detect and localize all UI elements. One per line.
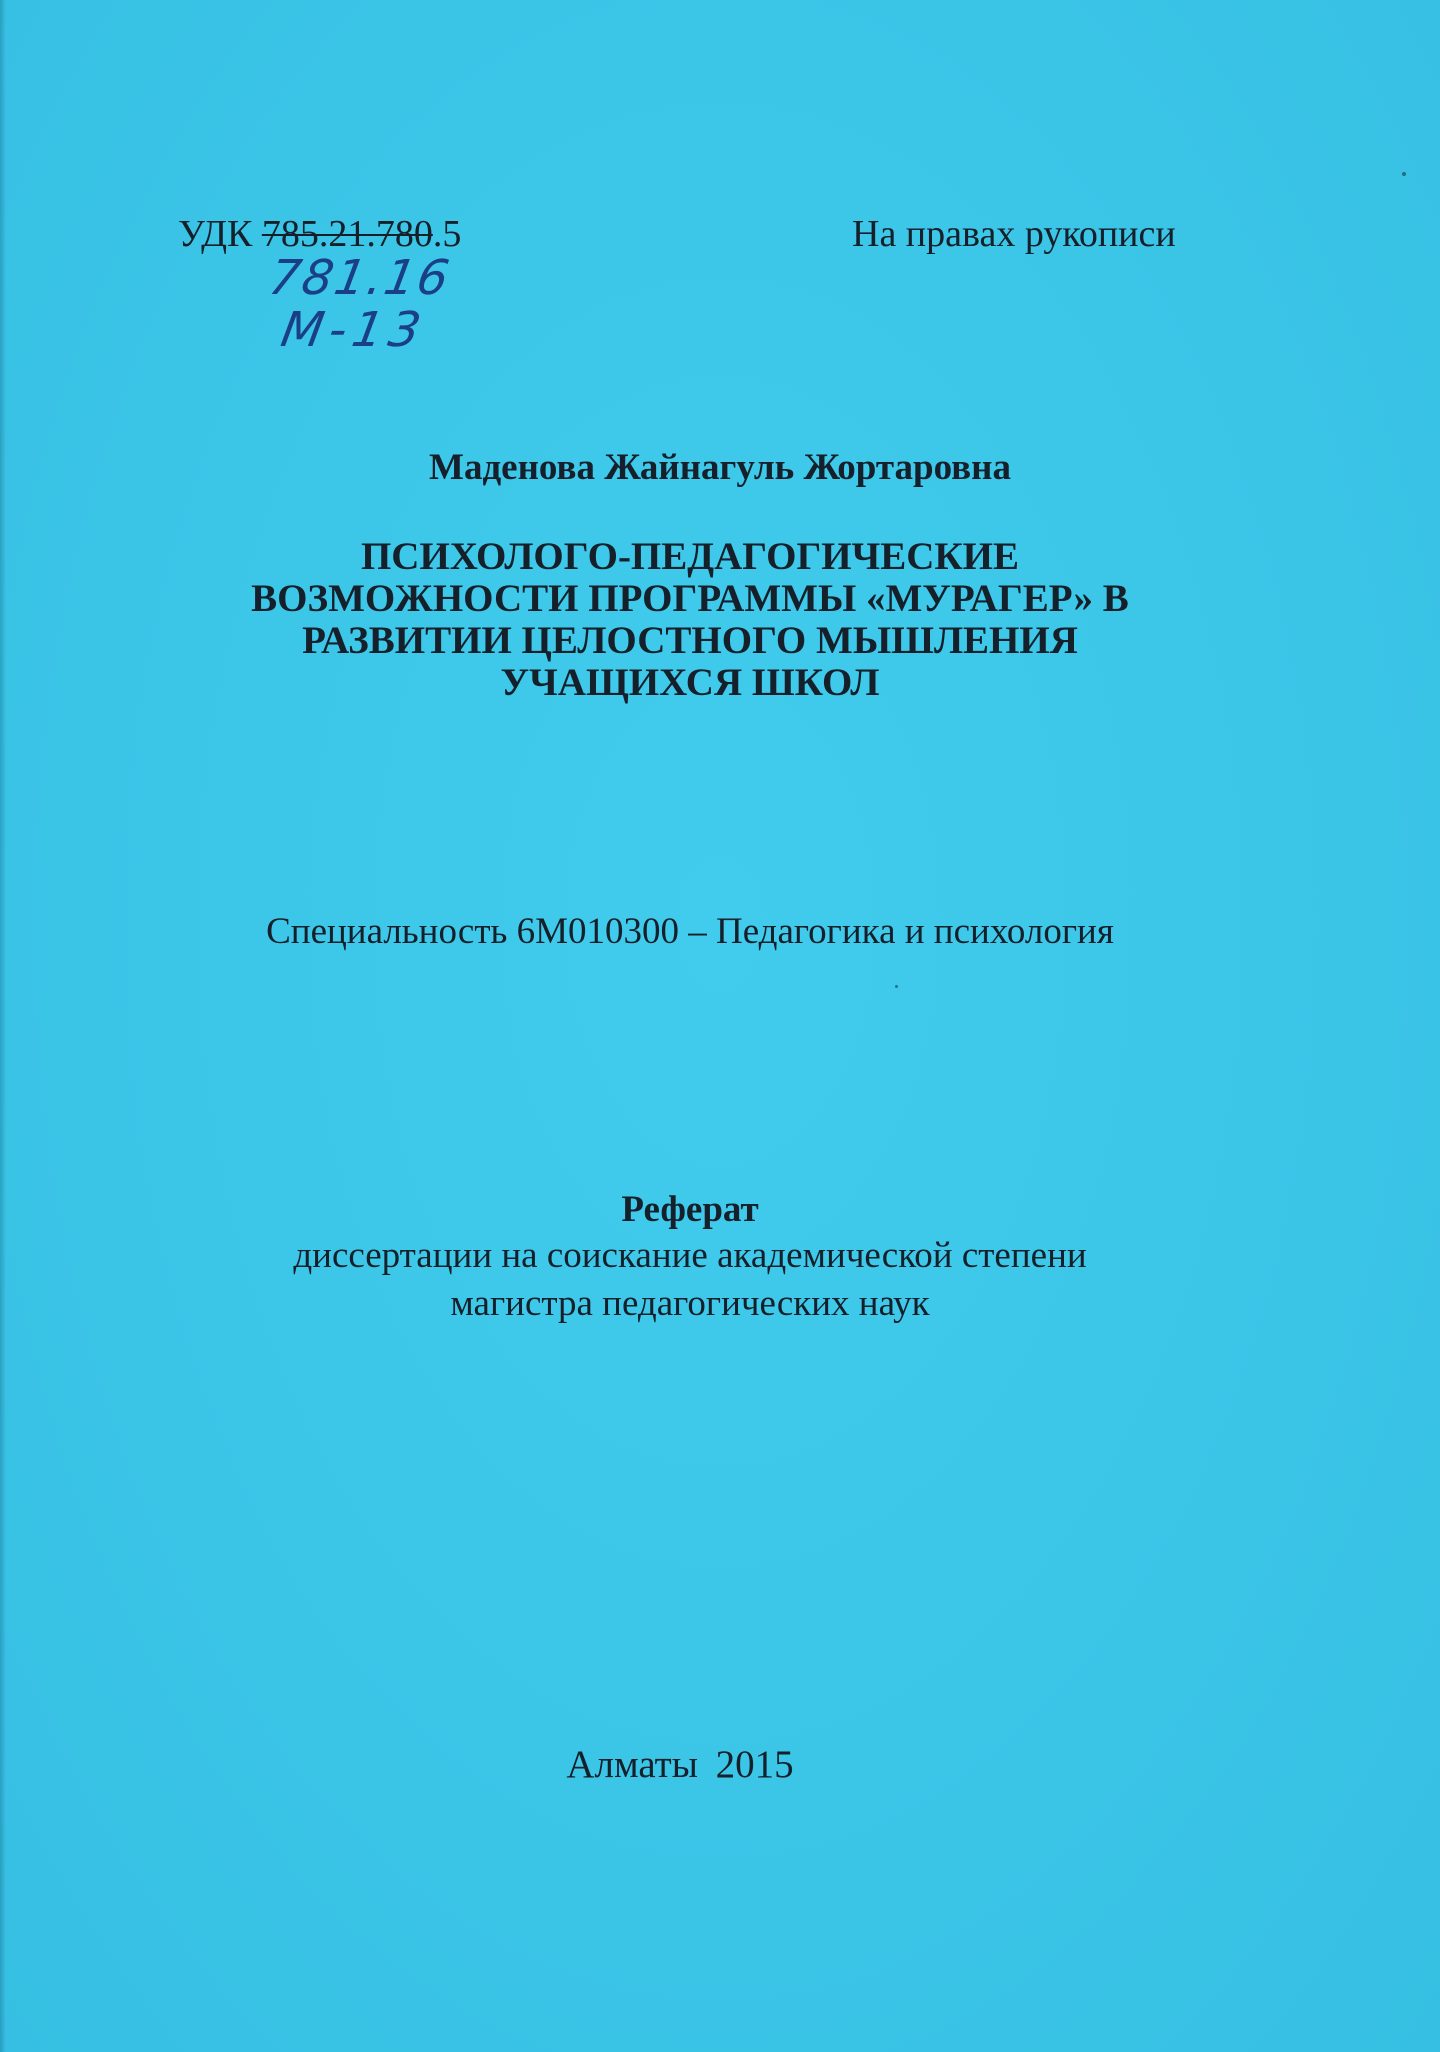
binding-edge-shadow	[0, 0, 6, 2052]
handwritten-code-line1: 781.16	[265, 250, 455, 306]
abstract-description-line: диссертации на соискание академической степени	[293, 1235, 1087, 1276]
udk-code-struck-through: 785.21.780	[261, 213, 433, 255]
specialty-line: Специальность 6М010300 – Педагогика и психология	[266, 911, 1114, 952]
udk-prefix: УДК	[178, 213, 253, 255]
title-line: РАЗВИТИИ ЦЕЛОСТНОГО МЫШЛЕНИЯ	[302, 619, 1078, 662]
udk-code-suffix: .5	[432, 213, 462, 255]
dissertation-title	[40, 536, 1340, 704]
abstract-heading: Реферат	[621, 1189, 759, 1230]
author-name: Маденова Жайнагуль Жортаровна	[429, 447, 1011, 488]
abstract-description-line: магистра педагогических наук	[450, 1283, 930, 1324]
city-and-year: Алматы 2015	[566, 1743, 794, 1786]
paper-speck	[1402, 172, 1406, 176]
title-line: УЧАЩИХСЯ ШКОЛ	[500, 661, 880, 704]
title-line: ПСИХОЛОГО-ПЕДАГОГИЧЕСКИЕ	[360, 535, 1020, 578]
manuscript-rights-note: На правах рукописи	[852, 213, 1176, 255]
title-line: ВОЗМОЖНОСТИ ПРОГРАММЫ «МУРАГЕР» В	[251, 577, 1129, 620]
paper-speck	[895, 985, 898, 988]
handwritten-code-line2: М-13	[277, 302, 431, 358]
